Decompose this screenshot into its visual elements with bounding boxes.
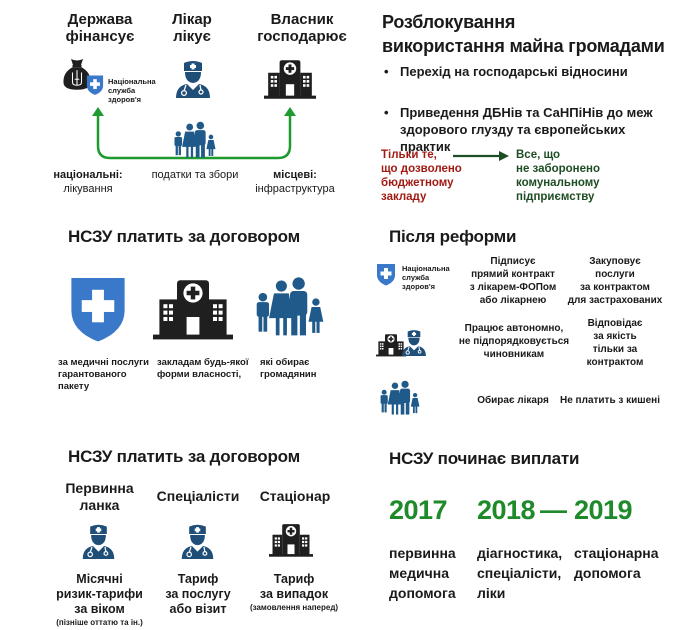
- text-line: що дозволено: [381, 163, 462, 175]
- year-description: [574, 543, 659, 583]
- body-line: Місячні: [76, 572, 123, 586]
- text-line: закладам будь-якої: [157, 357, 249, 368]
- nszu-shield-icon: [376, 263, 396, 286]
- before-text: [381, 148, 462, 204]
- national-funding-label: [48, 168, 128, 196]
- text-line: не підпорядковується: [458, 336, 570, 347]
- tariff-heading: Стаціонар: [259, 488, 331, 504]
- reform-cell: Не платить з кишені: [560, 395, 660, 406]
- doctor-icon: [179, 522, 216, 559]
- text-line: закладу: [381, 191, 427, 203]
- contract-title: НСЗУ платить за договором: [68, 227, 300, 246]
- text-line: послуги: [595, 269, 635, 280]
- body-line: за послугу: [165, 587, 231, 601]
- logo-line: служба: [108, 86, 136, 95]
- reform-cell: [458, 255, 568, 307]
- reform-cell: [455, 322, 573, 361]
- tariff-heading: [52, 480, 147, 514]
- tariff-body: [152, 572, 244, 617]
- owner-manages-heading: [252, 11, 352, 45]
- text-line: для застрахованих: [567, 295, 663, 306]
- label-line: лікування: [63, 183, 113, 195]
- desc-line: діагностика,: [477, 545, 563, 561]
- after-text: [516, 148, 600, 204]
- tariff-body: [244, 572, 344, 613]
- hospital-icon: [264, 58, 316, 100]
- label-line: інфраструктура: [255, 183, 335, 195]
- desc-line: первинна: [389, 545, 456, 561]
- heading-line: фінансує: [65, 28, 135, 45]
- year-description: [477, 543, 562, 603]
- reform-cell: Обирає лікаря: [477, 395, 549, 406]
- text-line: Підписує: [490, 256, 536, 267]
- heading-line: Власник: [270, 11, 334, 28]
- text-line: форми власності,: [157, 369, 242, 380]
- text-line: Відповідає: [587, 318, 643, 329]
- desc-line: спеціалісти,: [477, 565, 562, 581]
- hospital-icon: [152, 277, 234, 341]
- tariff-note: (замовлення наперед): [249, 603, 339, 612]
- nszu-shield-icon: [86, 74, 104, 96]
- text-line: прямий контракт: [471, 269, 555, 280]
- text-line: контрактом: [586, 357, 644, 368]
- text-line: підприємству: [516, 191, 595, 203]
- bullet-item: • Перехід на господарські відносини: [382, 63, 690, 80]
- year-2019: 2019: [574, 495, 633, 525]
- tariffs-title: НСЗУ платить за договором: [68, 447, 300, 466]
- text-line: пакету: [58, 381, 90, 392]
- text-line: за якість: [593, 331, 637, 342]
- text-line: бюджетному: [381, 177, 454, 189]
- tariff-heading: Спеціалісти: [156, 488, 240, 504]
- body-line: Тариф: [273, 572, 315, 586]
- logo-line: здоров'я: [402, 282, 436, 291]
- body-line: ризик-тарифи: [56, 587, 143, 601]
- arrow-right-icon: [453, 151, 509, 161]
- year-2018: 2018: [477, 495, 536, 525]
- label-line: місцеві:: [273, 169, 317, 181]
- desc-line: стаціонарна: [574, 545, 659, 561]
- text-line: Закуповує: [589, 256, 641, 267]
- text-line: Тільки те,: [381, 149, 437, 161]
- payments-title: НСЗУ починає виплати: [389, 449, 580, 468]
- bullet-item: • Приведення ДБНів та СаНПіНів до меж здорового глузду та європейських практик: [382, 104, 665, 155]
- contract-item-text: [157, 357, 252, 381]
- family-icon: [378, 380, 422, 416]
- logo-line: Національна: [402, 264, 450, 273]
- title-line: Розблокування: [382, 12, 516, 32]
- doctor-icon: [400, 327, 428, 357]
- heading-line: ланка: [79, 497, 120, 513]
- text-line: комунальному: [516, 177, 600, 189]
- desc-line: допомога: [389, 585, 456, 601]
- after-reform-title: Після реформи: [389, 227, 517, 246]
- reform-cell: [565, 255, 665, 307]
- doctor-icon: [173, 58, 213, 98]
- tariff-body: [52, 572, 147, 628]
- heading-line: Первинна: [65, 480, 134, 496]
- label-line: національні:: [53, 169, 123, 181]
- body-line: за віком: [74, 602, 125, 616]
- text-line: гарантованого: [58, 369, 127, 380]
- text-line: чиновникам: [483, 349, 545, 360]
- contract-item-text: [58, 357, 153, 393]
- nszu-shield-icon: [68, 275, 128, 343]
- year-description: [389, 543, 456, 603]
- text-line: за медичні послуги: [58, 357, 149, 368]
- title-line: використання майна громадами: [382, 36, 665, 56]
- logo-line: здоров'я: [108, 95, 142, 104]
- year-2017: 2017: [389, 495, 448, 525]
- local-funding-label: [245, 168, 345, 196]
- text-line: які обирає: [260, 357, 310, 368]
- text-line: Працює автономно,: [464, 323, 564, 334]
- text-line: тільки за: [592, 344, 638, 355]
- text-line: з лікарем-ФОПом: [469, 282, 557, 293]
- text-line: або лікарнею: [479, 295, 547, 306]
- desc-line: ліки: [477, 585, 506, 601]
- logo-line: служба: [402, 273, 430, 282]
- contract-item-text: [260, 357, 340, 381]
- heading-line: Лікар: [172, 11, 212, 28]
- doctor-icon: [80, 522, 117, 559]
- doctor-treats-heading: [152, 11, 232, 45]
- body-line: Тариф: [177, 572, 219, 586]
- body-line: або візит: [169, 602, 227, 616]
- heading-line: господарює: [257, 28, 347, 45]
- nszu-logo-text: [402, 264, 450, 291]
- reform-cell: [575, 317, 655, 369]
- unblocking-title: [382, 10, 665, 58]
- text-line: громадянин: [260, 369, 317, 380]
- family-icon: [253, 276, 327, 338]
- text-line: Все, що: [516, 149, 561, 161]
- text-line: за контрактом: [580, 282, 650, 293]
- year-dash: —: [540, 495, 567, 525]
- logo-line: Національна: [108, 77, 156, 86]
- text-line: не заборонено: [516, 163, 600, 175]
- tariff-note: (пізніше оттатю та ін.): [56, 618, 143, 627]
- state-finances-heading: [50, 11, 150, 45]
- desc-line: медична: [389, 565, 450, 581]
- hospital-icon: [269, 522, 313, 558]
- heading-line: лікує: [173, 28, 211, 45]
- heading-line: Держава: [67, 11, 133, 28]
- family-icon: [171, 121, 219, 159]
- nszu-logo-text: [108, 77, 156, 104]
- body-line: за випадок: [259, 587, 329, 601]
- taxes-label: податки та збори: [151, 169, 239, 181]
- desc-line: допомога: [574, 565, 641, 581]
